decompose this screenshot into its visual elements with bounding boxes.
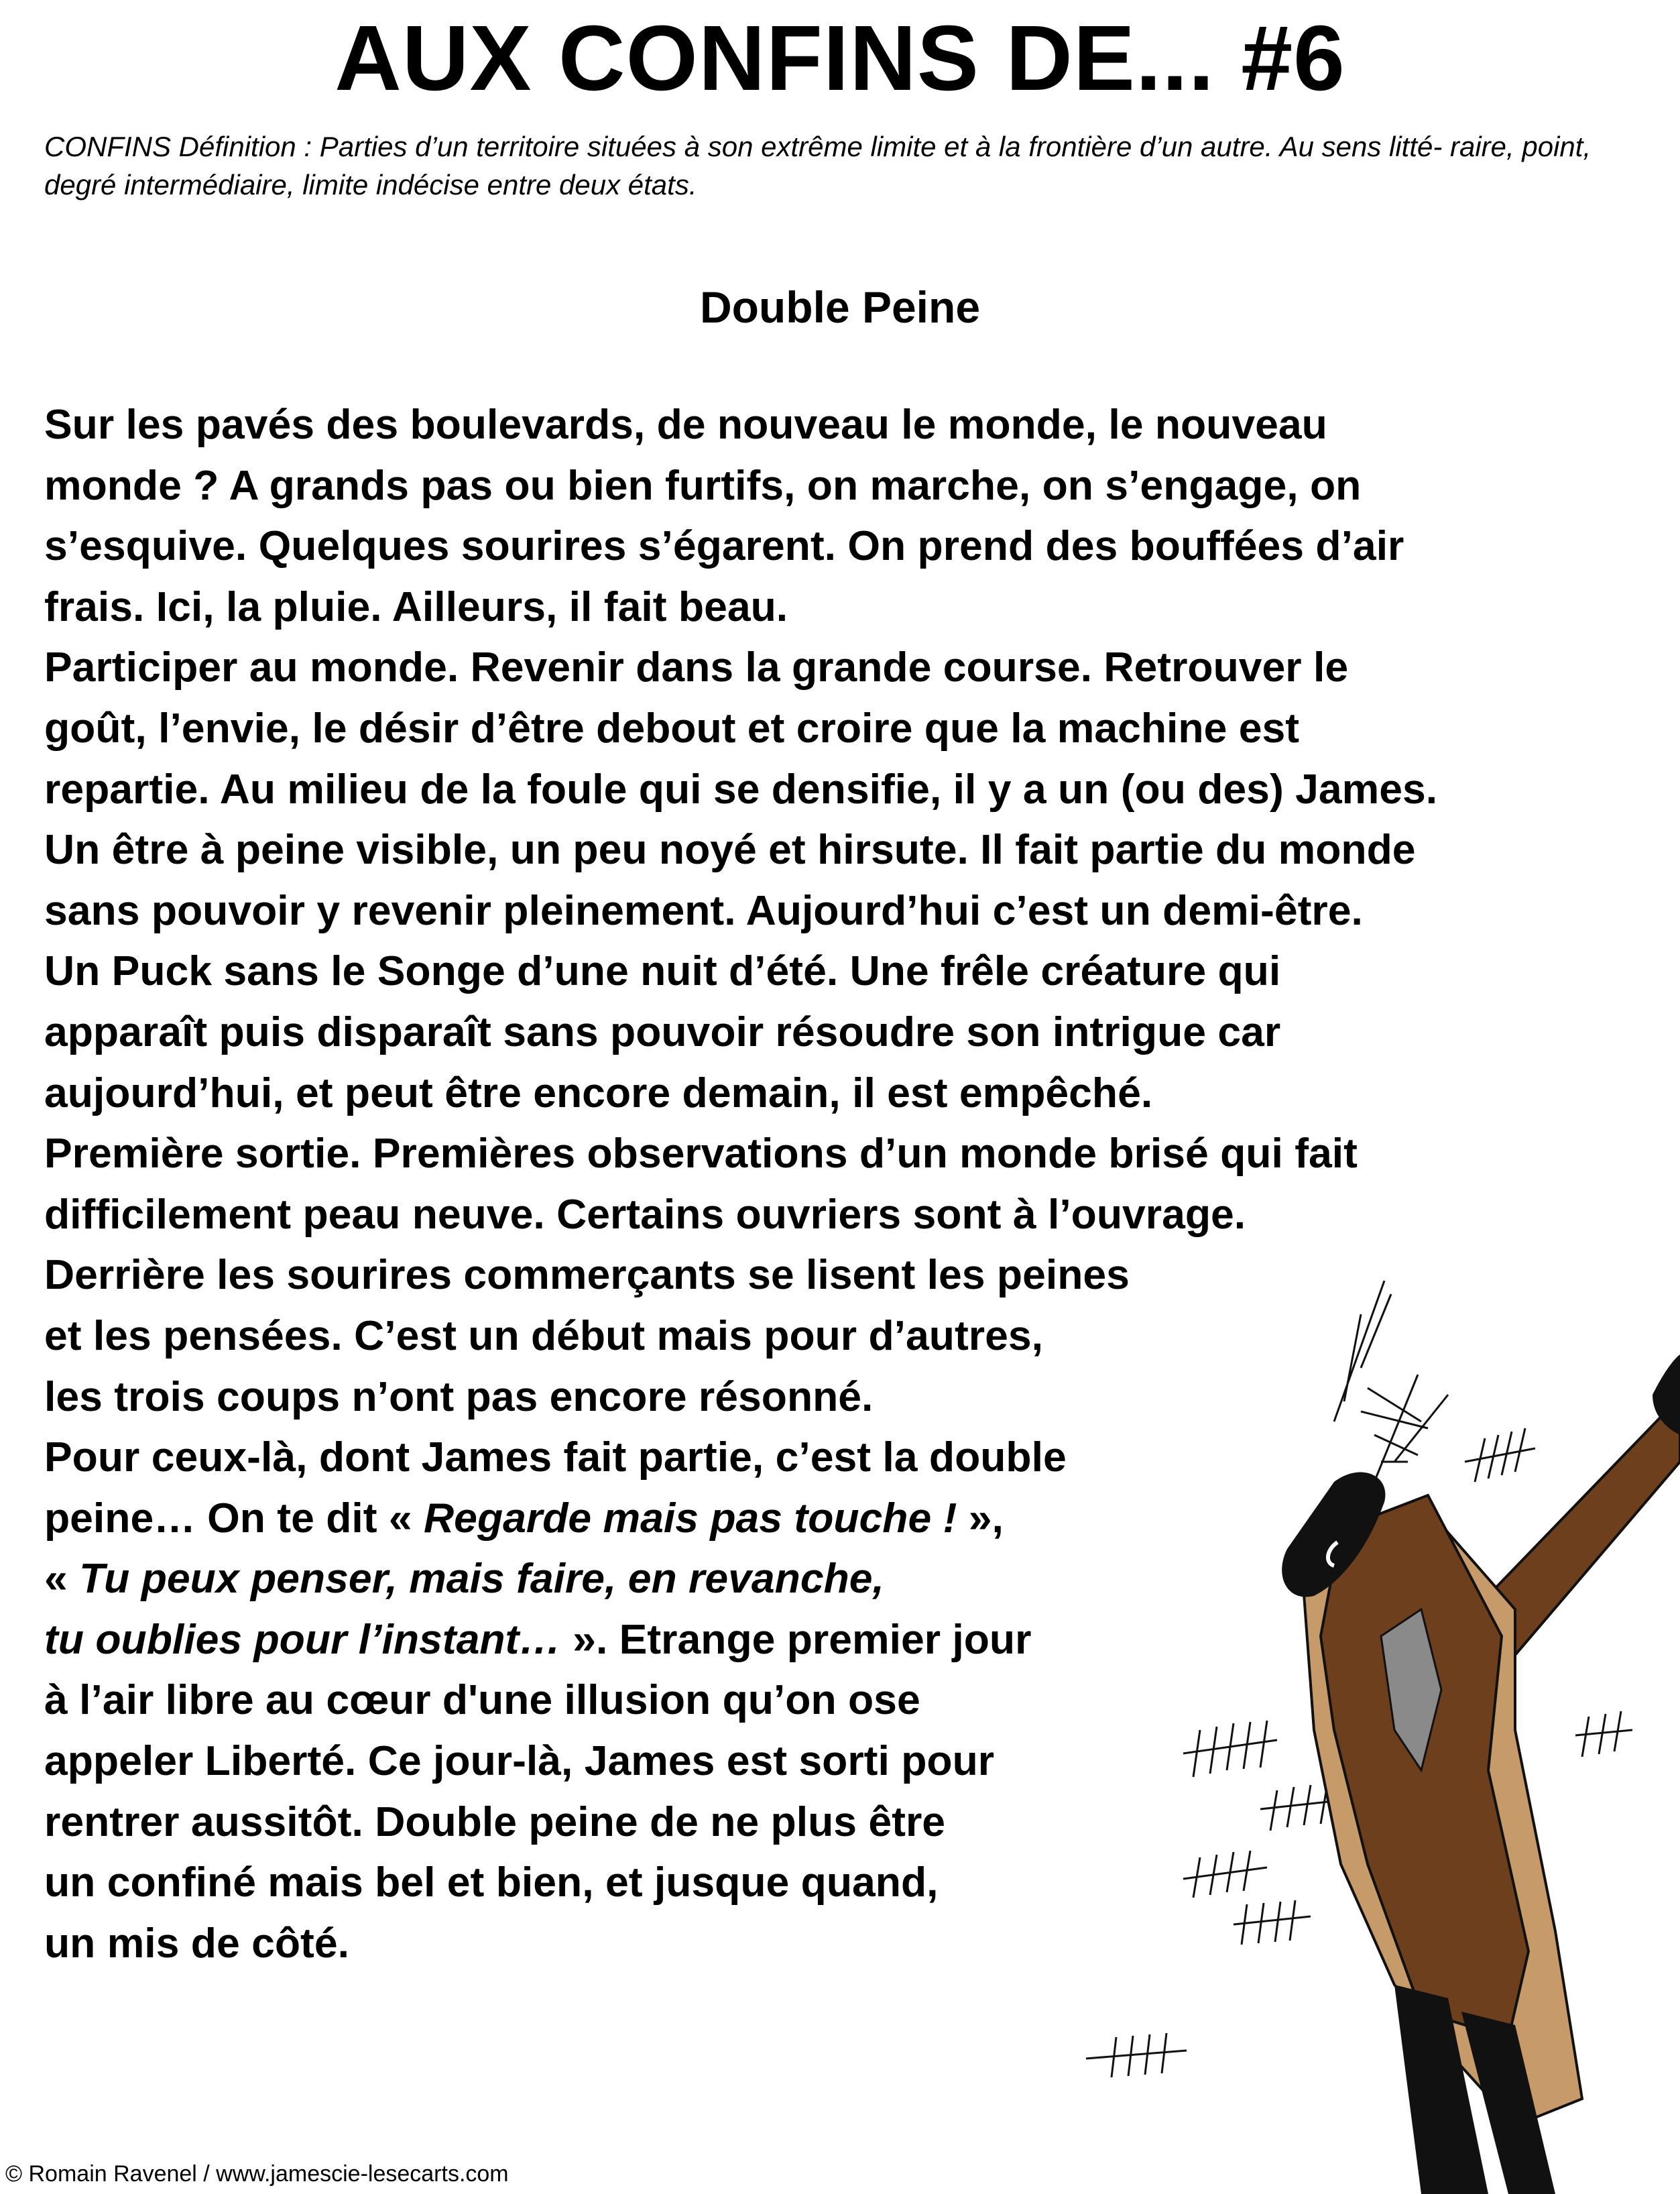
body-line: apparaît puis disparaît sans pouvoir résoudre son intrigue car: [44, 1008, 1281, 1055]
body-line: frais. Ici, la pluie. Ailleurs, il fait beau.: [44, 583, 788, 630]
definition-text: CONFINS Définition : Parties d’un territoire situées à son extrême limite et à la frontière d’un autre. Au sens litté- raire, point, degré intermédiaire, limite indécise entre deux états.: [44, 131, 1592, 200]
james-illustration: [1046, 1261, 1680, 2194]
body-line: Derrière les sourires commerçants se lisent les peines: [44, 1251, 1130, 1299]
body-line: les trois coups n’ont pas encore résonné.: [44, 1373, 874, 1420]
body-line: goût, l’envie, le désir d’être debout et croire que la machine est: [44, 704, 1300, 752]
quote-text: Regarde mais pas touche !: [424, 1494, 957, 1542]
body-line: difficilement peau neuve. Certains ouvriers sont à l’ouvrage.: [44, 1190, 1246, 1238]
body-line: rentrer aussitôt. Double peine de ne plus être: [44, 1798, 946, 1845]
quote-line-suffix: ». Etrange premier jour: [560, 1615, 1032, 1663]
body-line: Première sortie. Premières observations d’un monde brisé qui fait: [44, 1130, 1358, 1177]
quote-line-suffix: »,: [957, 1494, 1004, 1542]
body-line: sans pouvoir y revenir pleinement. Aujourd’hui c’est un demi-être.: [44, 886, 1363, 934]
copyright-footer: © Romain Ravenel / www.jamescie-lesecarts.com: [5, 2161, 509, 2187]
body-line: repartie. Au milieu de la foule qui se densifie, il y a un (ou des) James.: [44, 765, 1438, 813]
quote-line-prefix: peine… On te dit «: [44, 1494, 424, 1542]
body-line: un confiné mais bel et bien, et jusque quand,: [44, 1859, 939, 1906]
body-line: aujourd’hui, et peut être encore demain, il est empêché.: [44, 1069, 1153, 1116]
hair-strokes: [1334, 1281, 1448, 1482]
body-line: monde ? A grands pas ou bien furtifs, on marche, on s’engage, on: [44, 461, 1362, 509]
page-title: AUX CONFINS DE... #6: [335, 7, 1345, 110]
quote-text: tu oublies pour l’instant…: [44, 1615, 561, 1663]
story-title: Double Peine: [699, 282, 981, 332]
body-line: s’esquive. Quelques sourires s’égarent. On prend des bouffées d’air: [44, 522, 1404, 570]
body-line: Participer au monde. Revenir dans la grande course. Retrouver le: [44, 644, 1349, 691]
quote-text: Tu peux penser, mais faire, en revanche,: [79, 1555, 884, 1603]
body-line: Un Puck sans le Songe d’une nuit d’été. Une frêle créature qui: [44, 947, 1281, 995]
body-line: appeler Liberté. Ce jour-là, James est sorti pour: [44, 1737, 995, 1785]
body-line: un mis de côté.: [44, 1919, 349, 1967]
body-line: Un être à peine visible, un peu noyé et hirsute. Il fait partie du monde: [44, 826, 1416, 874]
body-line: et les pensées. C’est un début mais pour d’autres,: [44, 1312, 1043, 1359]
body-line: à l’air libre au cœur d'une illusion qu’on ose: [44, 1676, 920, 1724]
quote-line-prefix: «: [44, 1555, 80, 1603]
body-line: Sur les pavés des boulevards, de nouveau le monde, le nouveau: [44, 401, 1327, 448]
body-line: Pour ceux-là, dont James fait partie, c’est la double: [44, 1434, 1067, 1481]
